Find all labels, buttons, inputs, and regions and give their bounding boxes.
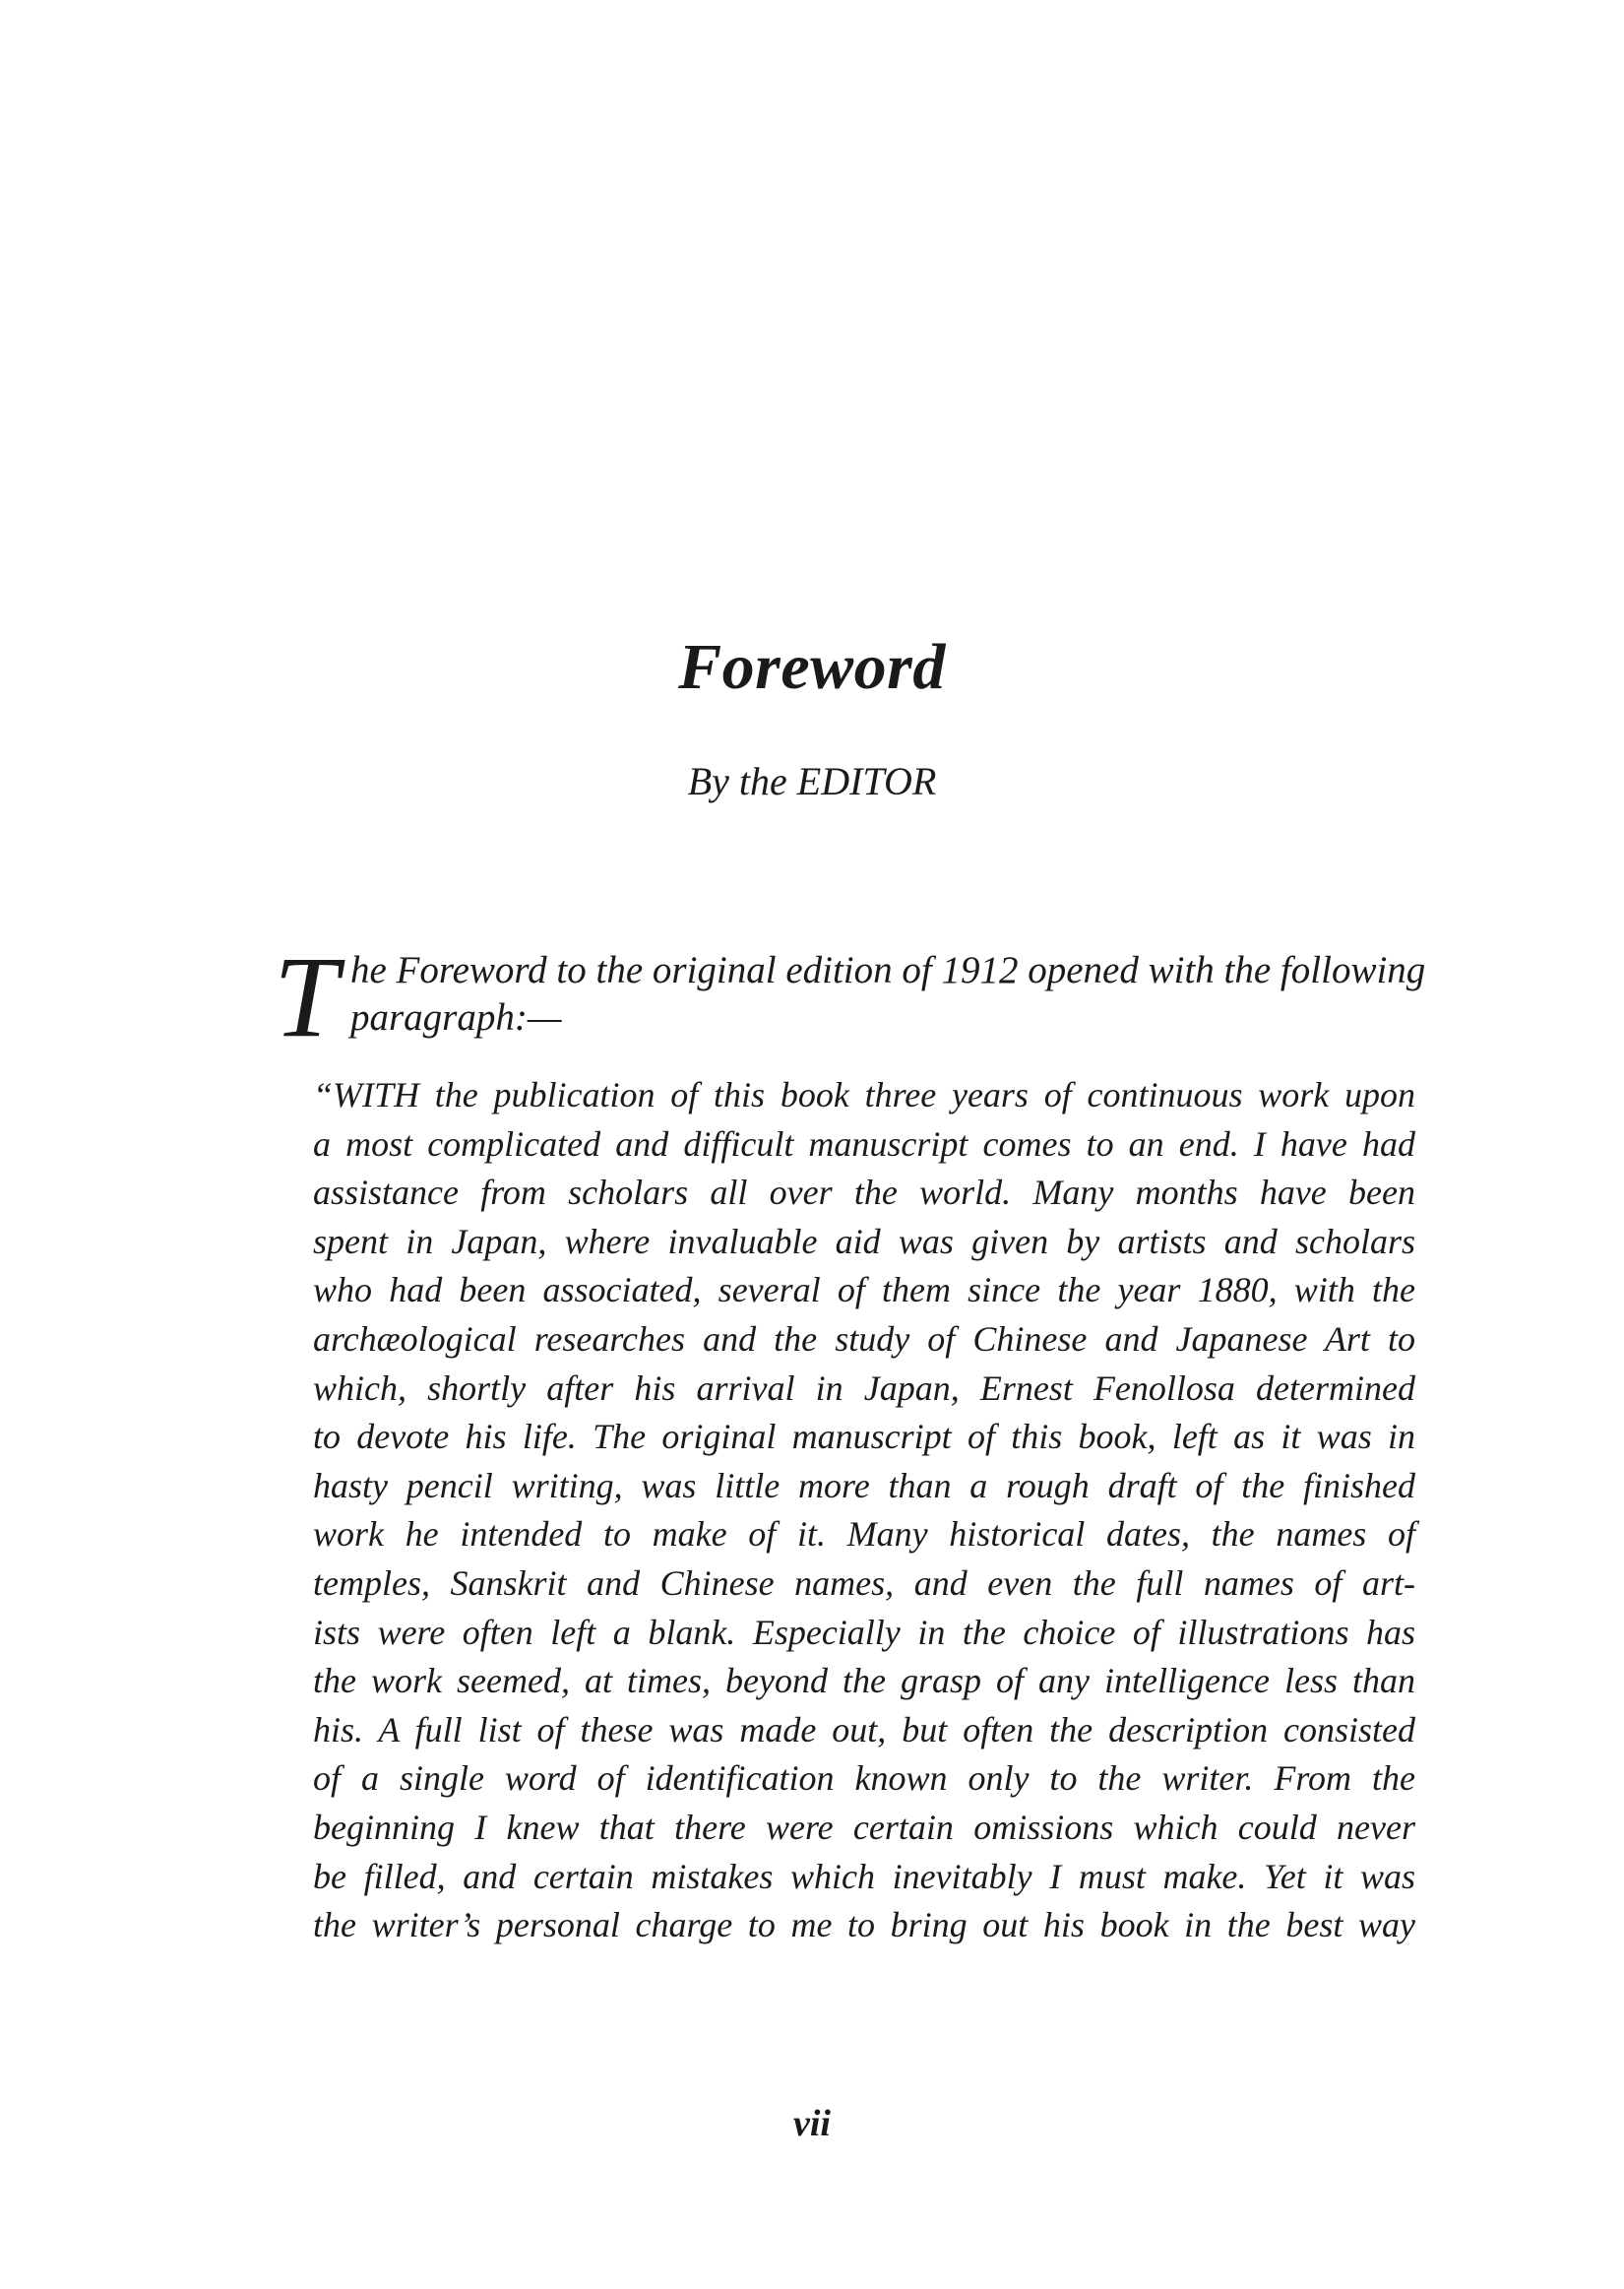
page-title: Foreword: [678, 631, 946, 703]
byline: By the EDITOR: [687, 759, 937, 803]
quote-line: be filled, and certain mistakes which inevitably I must make. Yet it was: [313, 1856, 1415, 1896]
drop-cap: T: [274, 932, 339, 1061]
quote-line: temples, Sanskrit and Chinese names, and even the full names of art-: [313, 1562, 1415, 1603]
quote-line: the work seemed, at times, beyond the grasp of any intelligence less than: [313, 1661, 1415, 1701]
quote-line: his. A full list of these was made out, but often the description consisted: [313, 1709, 1415, 1749]
quote-line: archæological researches and the study of Chinese and Japanese Art to: [313, 1318, 1415, 1359]
quote-line: work he intended to make of it. Many historical dates, the names of: [313, 1514, 1415, 1555]
quote-line: hasty pencil writing, was little more than a rough draft of the finished: [313, 1465, 1415, 1505]
quote-line: to devote his life. The original manuscript of this book, left as it was in: [313, 1417, 1415, 1457]
quote-line: assistance from scholars all over the world. Many months have been: [313, 1173, 1415, 1213]
quote-line: ists were often left a blank. Especially in the choice of illustrations has: [313, 1612, 1415, 1652]
quote-line: spent in Japan, where invaluable aid was given by artists and scholars: [313, 1221, 1415, 1261]
page-number: vii: [793, 2103, 831, 2144]
quote-line: who had been associated, several of them since the year 1880, with the: [313, 1270, 1415, 1310]
quote-line: which, shortly after his arrival in Japan, Ernest Fenollosa determined: [313, 1367, 1415, 1408]
quote-line: a most complicated and difficult manuscript comes to an end. I have had: [313, 1123, 1415, 1164]
intro-paragraph: [274, 932, 1467, 1061]
quote-line: the writer’s personal charge to me to bring out his book in the best way: [313, 1905, 1415, 1945]
quote-line: beginning I knew that there were certain omissions which could never: [313, 1807, 1415, 1847]
quote-line: “WITH the publication of this book three years of continuous work upon: [313, 1075, 1415, 1114]
quoted-paragraph: [313, 1071, 1415, 1950]
quote-line: of a single word of identification known only to the writer. From the: [313, 1758, 1415, 1799]
intro-line: paragraph:—: [350, 996, 562, 1039]
intro-line: he Foreword to the original edition of 1912 opened with the following: [350, 949, 1426, 991]
